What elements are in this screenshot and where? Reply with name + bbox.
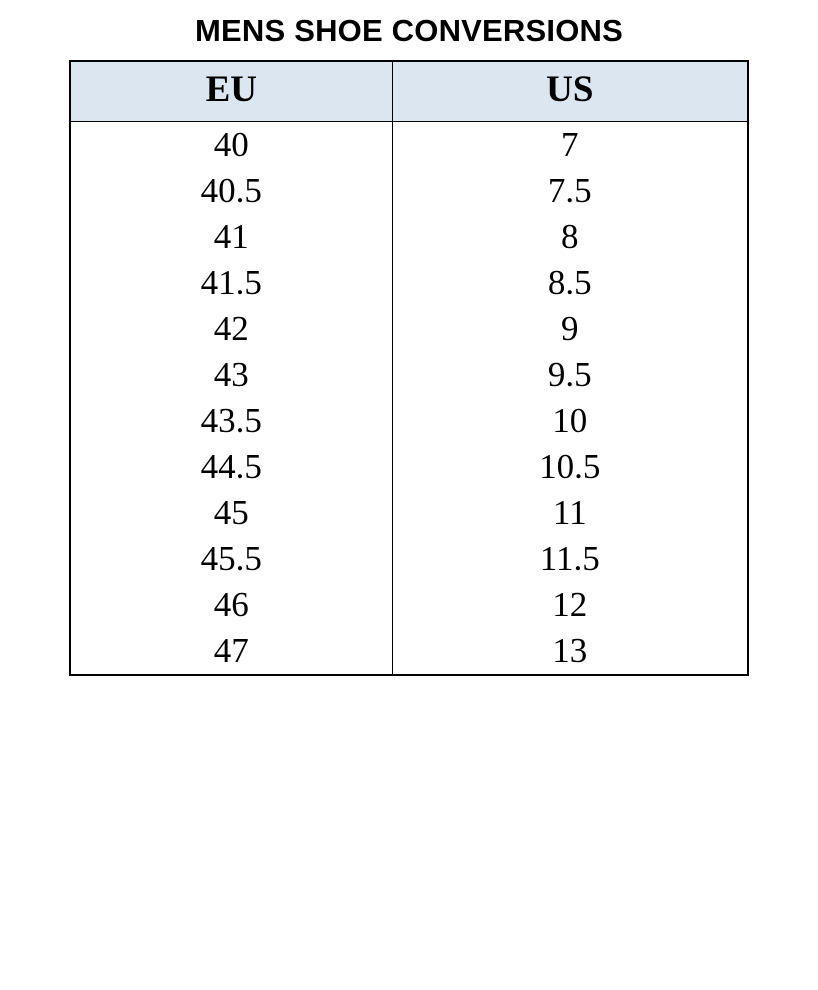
table-row (70, 444, 748, 490)
cell-us: 12 (552, 585, 588, 624)
shoe-conversion-table (69, 60, 749, 676)
cell-us: 10.5 (539, 447, 601, 486)
table-body (70, 122, 748, 676)
table-row (70, 168, 748, 214)
cell-us: 9.5 (547, 355, 592, 394)
column-header-eu: EU (70, 61, 392, 122)
cell-eu: 45 (70, 490, 392, 536)
table-row (70, 260, 748, 306)
table-header-row (70, 61, 748, 122)
cell-eu: 43.5 (70, 398, 392, 444)
cell-eu: 43 (70, 352, 392, 398)
table-row (70, 582, 748, 628)
cell-eu: 47 (70, 628, 392, 675)
table-row (70, 306, 748, 352)
cell-eu: 44.5 (70, 444, 392, 490)
cell-eu: 40 (70, 122, 392, 169)
table-row (70, 628, 748, 675)
table-row (70, 536, 748, 582)
cell-us: 9 (561, 309, 579, 348)
conversion-table-container (69, 60, 749, 676)
cell-eu: 45.5 (70, 536, 392, 582)
cell-eu: 40.5 (70, 168, 392, 214)
cell-us: 7 (561, 125, 579, 164)
table-header (70, 61, 748, 122)
cell-us: 10 (552, 401, 588, 440)
cell-us: 7.5 (547, 171, 592, 210)
cell-us: 11.5 (539, 539, 600, 578)
table-row (70, 490, 748, 536)
cell-eu: 42 (70, 306, 392, 352)
cell-eu: 41.5 (70, 260, 392, 306)
page-title: MENS SHOE CONVERSIONS (195, 13, 623, 48)
table-row (70, 398, 748, 444)
cell-us: 8.5 (547, 263, 592, 302)
cell-eu: 46 (70, 582, 392, 628)
table-row (70, 214, 748, 260)
cell-eu: 41 (70, 214, 392, 260)
cell-us: 11 (552, 493, 587, 532)
table-row (70, 122, 748, 169)
column-header-us: US (392, 61, 748, 122)
document-page (0, 12, 818, 990)
cell-us: 8 (561, 217, 579, 256)
table-row (70, 352, 748, 398)
cell-us: 13 (552, 631, 588, 670)
